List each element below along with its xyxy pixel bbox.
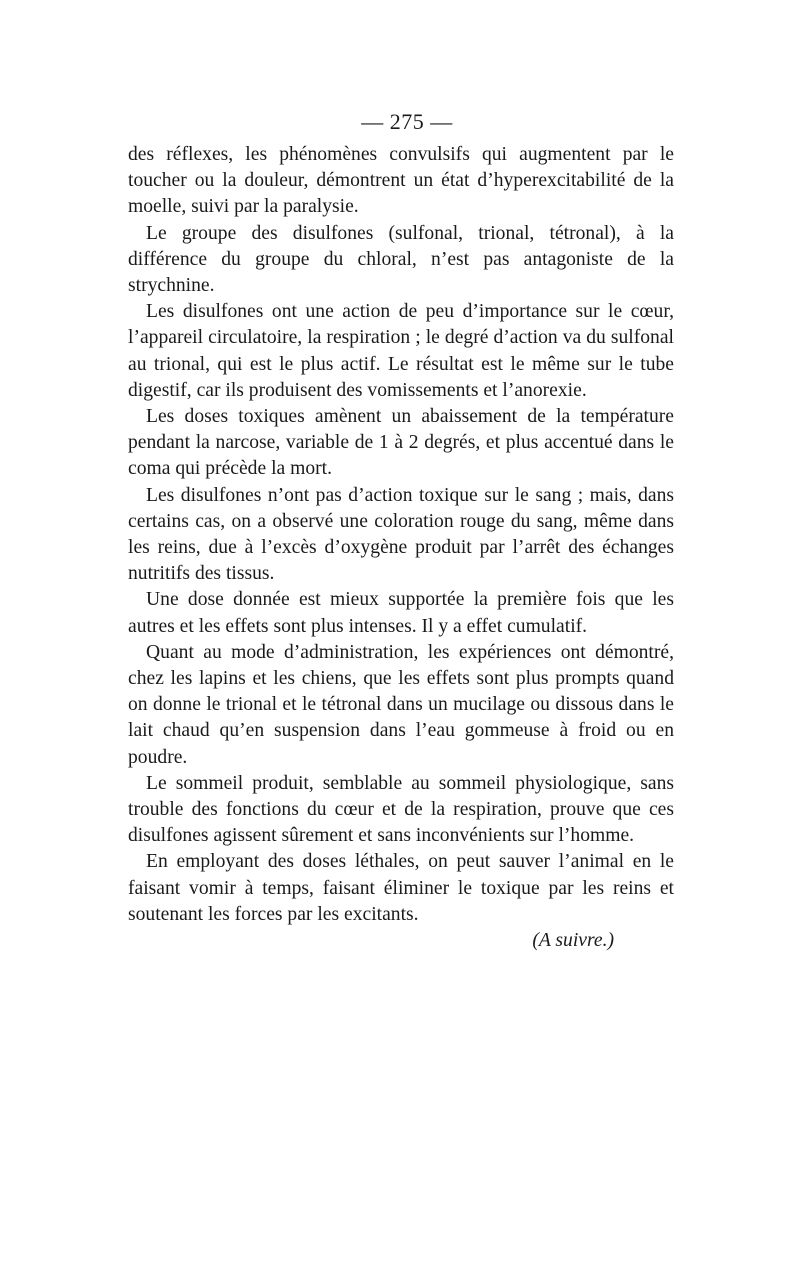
paragraph-5: Les disulfones n’ont pas d’action toxique sur le sang ; mais, dans certains cas, on a observé une coloration rouge du sang, même dans les reins, due à l’excès d’oxygène produit par l’arrêt des échanges nutritifs des tissus. — [128, 484, 674, 585]
book-page — [128, 108, 674, 954]
paragraph-7: Quant au mode d’administration, les expériences ont démontré, chez les lapins et les chiens, que les effets sont plus prompts quand on donne le trional et le tétronal dans un mucilage ou dissous dans le lait chaud qu’en suspension dans l’eau gommeuse à froid ou en poudre. — [128, 641, 674, 768]
paragraph-6: Une dose donnée est mieux supportée la première fois que les autres et les effets sont plus intenses. Il y a effet cumulatif. — [128, 589, 674, 637]
paragraph-3: Les disulfones ont une action de peu d’importance sur le cœur, l’appareil circulatoire, la respiration ; le degré d’action va du sulfonal au trional, qui est le plus actif. Le résultat est le même sur le tube digestif, car ils produisent des vomissements et l’anorexie. — [128, 301, 674, 401]
paragraph-2: Le groupe des disulfones (sulfonal, trional, tétronal), à la différence du groupe du chloral, n’est pas antagoniste de la strychnine. — [128, 222, 674, 297]
continuation-note: (A suivre.) — [532, 930, 614, 952]
paragraph-8: Le sommeil produit, semblable au sommeil physiologique, sans trouble des fonctions du cœur et de la respiration, prouve que ces disulfones agissent sûrement et sans inconvénients sur l’homme. — [128, 772, 674, 847]
paragraph-9: En employant des doses léthales, on peut sauver l’animal en le faisant vomir à temps, faisant éliminer le toxique par les reins et soutenant les forces par les excitants. — [128, 851, 674, 925]
paragraph-4: Les doses toxiques amènent un abaissement de la température pendant la narcose, variable de 1 à 2 degrés, et plus accentué dans le coma qui précède la mort. — [128, 406, 674, 480]
page-number: — 275 — — [361, 109, 453, 134]
paragraph-1: des réflexes, les phénomènes convulsifs qui augmentent par le toucher ou la douleur, démontrent un état d’hyperexcitabilité de la moelle, suivi par la paralysie. — [128, 144, 674, 218]
